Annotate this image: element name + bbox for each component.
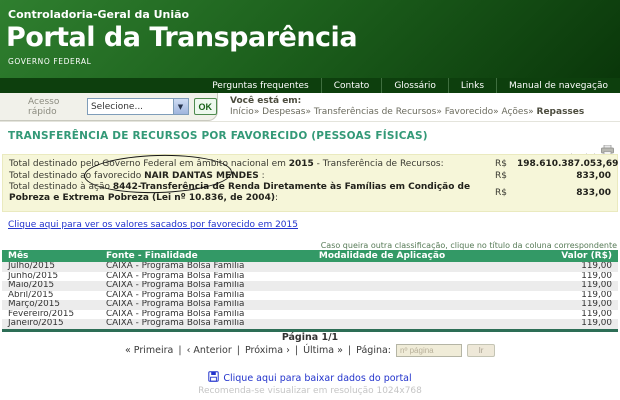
quick-access-label: Acesso rápido [28, 96, 60, 117]
totals-value: 833,00 [576, 170, 611, 181]
breadcrumb-current: Repasses [536, 107, 585, 117]
totals-value: 198.610.387.053,69 [517, 159, 619, 170]
cell-valor: 119,00 [581, 319, 612, 328]
column-header-modalidade[interactable]: Modalidade de Aplicação [318, 251, 446, 261]
navbar-item[interactable]: Contato [321, 78, 382, 93]
page-number-input[interactable] [396, 344, 462, 357]
cell-mes: Junho/2015 [8, 271, 59, 281]
totals-box [2, 154, 618, 212]
cell-valor: 119,00 [581, 281, 612, 290]
cell-mes: Julho/2015 [8, 262, 55, 271]
currency-symbol: R$ [495, 170, 507, 181]
table-body [2, 262, 618, 329]
cell-valor: 119,00 [581, 300, 612, 309]
last-page-link[interactable]: Última » [303, 345, 343, 356]
currency-symbol: R$ [495, 187, 507, 198]
agency-name: Controladoria-Geral da União [8, 8, 190, 21]
go-page-button[interactable]: Ir [467, 344, 495, 357]
sort-hint-text: Caso queira outra classificação, clique no título da coluna correspondente [320, 241, 617, 250]
currency-symbol: R$ [495, 159, 507, 170]
cell-mes: Março/2015 [8, 300, 60, 309]
first-page-link[interactable]: « Primeira [124, 345, 174, 356]
next-page-link[interactable]: Próxima › [244, 345, 290, 356]
navbar-item[interactable]: Glossário [381, 78, 448, 93]
quick-access-box [0, 93, 218, 121]
cell-fonte: CAIXA - Programa Bolsa Família [106, 281, 245, 290]
cell-fonte: CAIXA - Programa Bolsa Família [106, 309, 245, 319]
masthead [0, 0, 620, 78]
table-row [2, 300, 618, 310]
page-info: Página 1/1 [281, 332, 339, 343]
cell-fonte: CAIXA - Programa Bolsa Família [106, 290, 245, 300]
totals-value: 833,00 [576, 187, 611, 198]
cell-mes: Abril/2015 [8, 290, 54, 300]
cell-fonte: CAIXA - Programa Bolsa Família [106, 319, 245, 328]
column-header-mes[interactable]: Mês [8, 251, 29, 261]
cell-mes: Fevereiro/2015 [8, 309, 75, 319]
table-row [2, 272, 618, 282]
navbar-item[interactable]: Manual de navegação [496, 78, 620, 93]
cell-valor: 119,00 [581, 290, 612, 300]
totals-row: Total destinado ao favorecido NAIR DANTAS MENDES : R$ 833,00 [9, 171, 617, 182]
navbar-item[interactable]: Links [448, 78, 496, 93]
column-header-valor[interactable]: Valor (R$) [561, 251, 612, 261]
cell-mes: Janeiro/2015 [8, 319, 64, 328]
breadcrumb-path[interactable]: Início» Despesas» Transferências de Recursos» Favorecido» Ações» [230, 107, 537, 117]
quick-access-select[interactable]: Selecione... ▼ [87, 98, 189, 115]
top-navbar [0, 78, 620, 93]
pagination-bar: « Primeira | ‹ Anterior | Próxima › | Última » | Página: nº página Ir [0, 344, 620, 357]
you-are-here-label: Você está em: [230, 96, 302, 106]
cell-fonte: CAIXA - Programa Bolsa Família [106, 262, 245, 271]
table-row [2, 281, 618, 291]
cell-valor: 119,00 [581, 262, 612, 271]
transfers-table [2, 250, 618, 332]
ok-button[interactable]: OK [194, 98, 218, 115]
resolution-note: Recomenda-se visualizar em resolução 1024x768 [198, 386, 422, 396]
chevron-down-icon[interactable]: ▼ [173, 99, 188, 114]
table-header-row [2, 250, 618, 262]
table-row [2, 310, 618, 320]
gov-subtitle: GOVERNO FEDERAL [8, 57, 92, 66]
totals-row: Total destinado pelo Governo Federal em âmbito nacional em 2015 - Transferência de Recursos: R$ 198.610.387.053,69 [9, 159, 619, 170]
table-row [2, 291, 618, 301]
column-header-fonte[interactable]: Fonte - Finalidade [106, 251, 198, 261]
saques-link[interactable]: Clique aqui para ver os valores sacados por favorecido em 2015 [8, 220, 298, 230]
page-number-label: Página: [356, 345, 392, 356]
navbar-item[interactable]: Perguntas frequentes [212, 80, 309, 91]
table-row [2, 262, 618, 272]
cell-valor: 119,00 [581, 309, 612, 319]
page-title: TRANSFERÊNCIA DE RECURSOS POR FAVORECIDO (PESSOAS FÍSICAS) [8, 130, 428, 142]
cell-mes: Maio/2015 [8, 281, 55, 290]
download-data-link[interactable]: Clique aqui para baixar dados do portal [0, 371, 620, 385]
table-row [2, 319, 618, 329]
navbar-items [200, 78, 620, 93]
totals-row: Total destinado à ação 8442-Transferência de Renda Diretamente às Famílias em Condição de Pobreza e Extrema Pobreza (Lei nº 10.836, de 2004): R$ 833,00 [9, 182, 617, 203]
cell-valor: 119,00 [581, 271, 612, 281]
breadcrumb [230, 107, 584, 117]
cell-fonte: CAIXA - Programa Bolsa Família [106, 271, 245, 281]
site-title: Portal da Transparência [6, 22, 358, 53]
cell-fonte: CAIXA - Programa Bolsa Família [106, 300, 245, 309]
floppy-disk-icon [208, 371, 219, 385]
prev-page-link[interactable]: ‹ Anterior [186, 345, 232, 356]
